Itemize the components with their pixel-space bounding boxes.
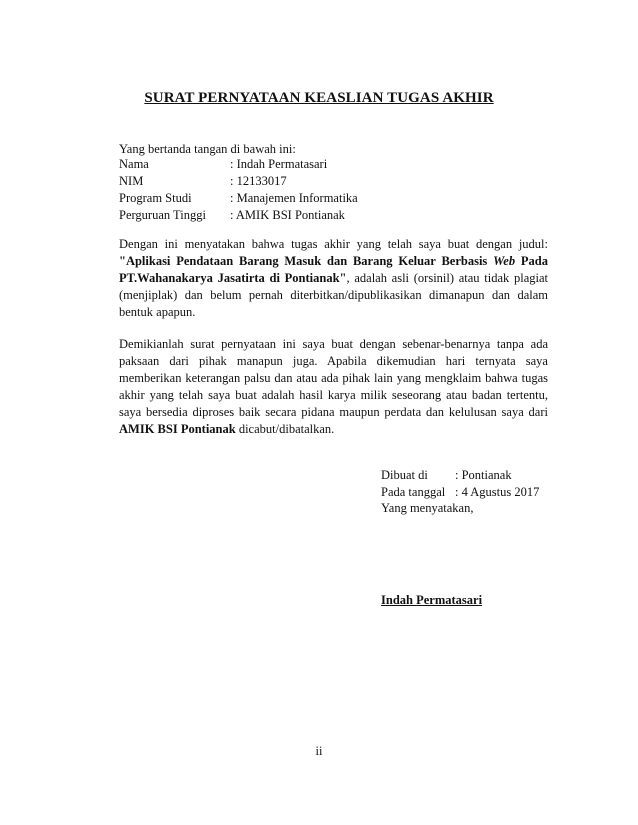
signer-name: Indah Permatasari — [381, 593, 483, 607]
signature-row — [381, 467, 539, 484]
thesis-title-part2: Pada PT.Wahanakarya Jasatirta di Pontianak" — [119, 254, 548, 285]
signature-value: : 4 Agustus 2017 — [455, 485, 540, 499]
declaration-ending: dicabut/dibatalkan. — [235, 422, 335, 436]
thesis-title-italic: Web — [493, 254, 516, 268]
identity-label: NIM — [119, 174, 144, 188]
identity-label: Nama — [119, 157, 149, 171]
identity-value: : AMIK BSI Pontianak — [230, 208, 345, 222]
identity-label: Perguruan Tinggi — [119, 208, 206, 222]
declaration-paragraph — [119, 336, 548, 438]
signature-details — [381, 467, 539, 501]
identity-row — [119, 173, 358, 190]
identity-label: Program Studi — [119, 191, 192, 205]
thesis-title-part1: "Aplikasi Pendataan Barang Masuk dan Barang Keluar Berbasis — [119, 254, 494, 268]
statement-paragraph — [119, 236, 548, 321]
identity-row — [119, 190, 358, 207]
identity-value: : Manajemen Informatika — [230, 191, 358, 205]
identity-table — [119, 156, 358, 224]
identity-row — [119, 156, 358, 173]
signature-label: Dibuat di — [381, 468, 428, 482]
identity-row — [119, 207, 358, 224]
intro-text: Yang bertanda tangan di bawah ini: — [119, 142, 296, 156]
identity-value: : 12133017 — [230, 174, 287, 188]
closing-text: Yang menyatakan, — [381, 501, 474, 515]
statement-lead: Dengan ini menyatakan bahwa tugas akhir yang telah saya buat dengan judul: — [119, 237, 548, 251]
page-number: ii — [315, 744, 323, 758]
signature-value: : Pontianak — [455, 468, 512, 482]
document-title: SURAT PERNYATAAN KEASLIAN TUGAS AKHIR — [144, 90, 494, 106]
identity-value: : Indah Permatasari — [230, 157, 328, 171]
institution-name: AMIK BSI Pontianak — [119, 422, 236, 436]
signature-label: Pada tanggal — [381, 485, 446, 499]
signature-row — [381, 484, 539, 501]
statement-tail: , adalah asli (orsinil) atau tidak plagiat (menjiplak) dan belum pernah diterbitkan/dipublikasikan dimanapun dan dalam bentuk apapun. — [119, 271, 549, 319]
declaration-text: Demikianlah surat pernyataan ini saya buat dengan sebenar-benarnya tanpa ada paksaan dari pihak manapun juga. Apabila dikemudian hari ternyata saya memberikan keterangan palsu dan atau ada pihak lain yang mengklaim bahwa tugas akhir yang telah saya buat adalah hasil karya milik seseorang atau badan tertentu, saya bersedia diproses baik secara pidana maupun perdata dan kelulusan saya dari — [119, 337, 548, 419]
